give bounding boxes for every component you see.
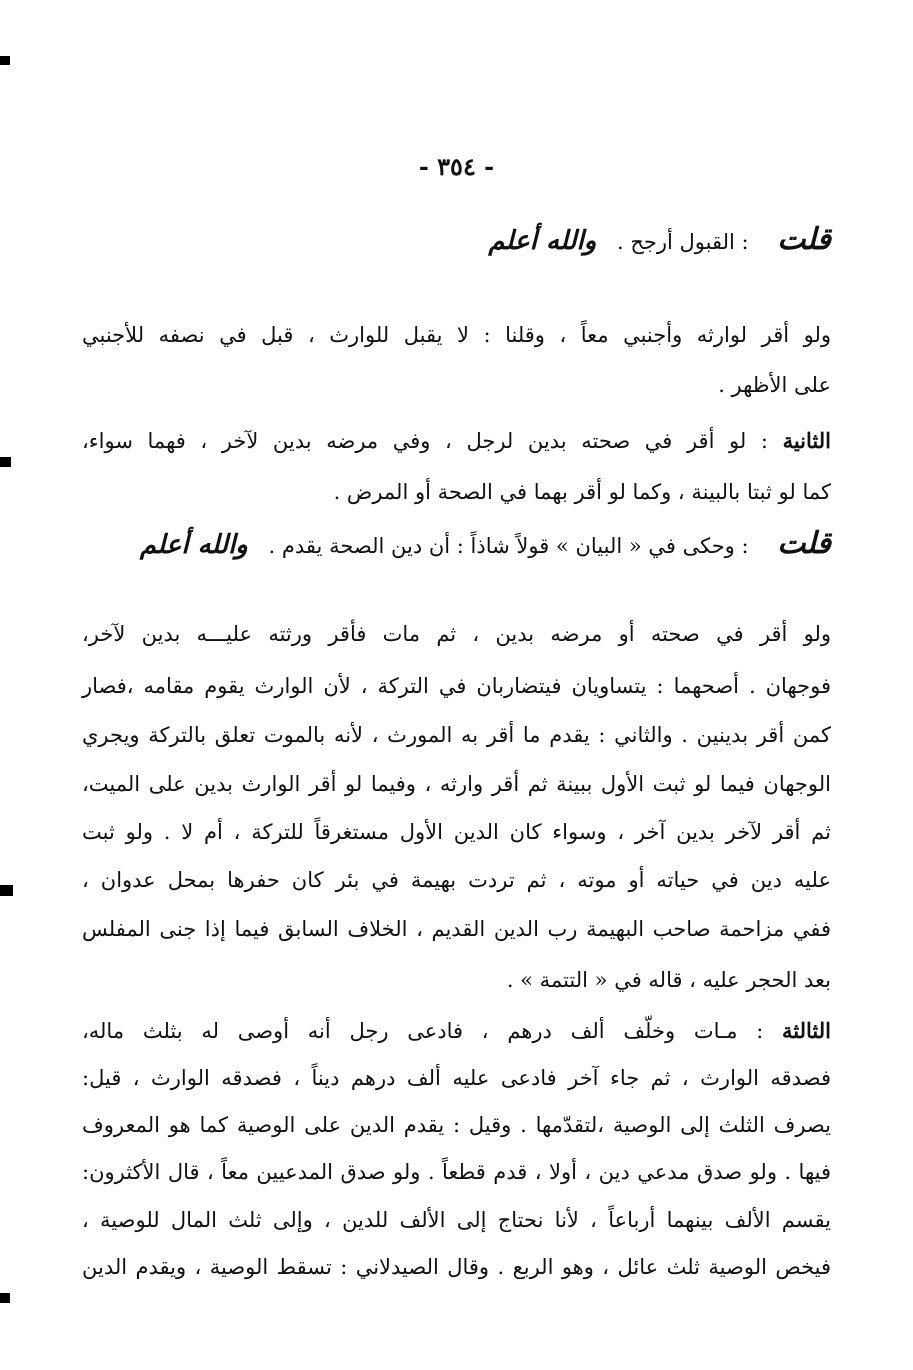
page-number: - ٣٥٤ - — [418, 152, 495, 181]
text-line: فيها . ولو صدق مدعي دين ، أولا ، قدم قطعاً . ولو صدق المدعيين معاً ، قال الأكثرون: — [82, 1160, 831, 1184]
text-line: كمن أقر بدينين . والثاني : يقدم ما أقر به المورث ، لأنه بالموت تعلق بالتركة ويجري — [82, 723, 831, 747]
closing-phrase: والله أعلم — [139, 530, 248, 560]
text-line: ثم أقر لآخر بدين آخر ، وسواء كان الدين الأول مستغرقاً للتركة ، أم لا . ولو ثبت — [82, 820, 831, 844]
text-line: فيخص الوصية ثلث عائل ، وهو الربع . وقال الصيدلاني : تسقط الوصية ، ويقدم الدين — [82, 1255, 831, 1279]
qult-text: : القبول أرجح . — [616, 230, 749, 254]
text-line: ولو أقر لوارثه وأجنبي معاً ، وقلنا : لا يقبل للوارث ، قبل في نصفه للأجنبي — [82, 323, 831, 347]
qult-line — [488, 222, 831, 258]
scan-edge-mark — [0, 885, 13, 896]
paragraph-text: : مـات وخلّف ألف درهم ، فادعى رجل أنه أوصى له بثلث ماله، — [82, 1019, 764, 1043]
qult-line — [140, 526, 831, 562]
scan-edge-mark — [0, 457, 11, 467]
section-keyword: الثالثة — [782, 1018, 831, 1043]
qult-text: : وحكى في « البيان » قولاً شاذاً : أن دين الصحة يقدم . — [268, 534, 749, 558]
text-line: فصدقه الوارث ، ثم جاء آخر فادعى عليه ألف درهم ديناً ، فصدقه الوارث ، قيل: — [82, 1066, 831, 1090]
qult-keyword: قلت — [777, 222, 831, 257]
text-line: يقسم الألف بينهما أرباعاً ، لأنا نحتاج إلى الألف للدين ، وإلى ثلث المال للوصية ، — [82, 1208, 831, 1232]
text-line: كما لو ثبتا بالبينة ، وكما لو أقر بهما في الصحة أو المرض . — [333, 480, 831, 504]
text-line: فوجهان . أصحهما : يتساويان فيتضاربان في التركة ، لأن الوارث يقوم مقامه ،فصار — [82, 674, 831, 698]
scan-edge-mark — [0, 1293, 10, 1303]
text-line: يصرف الثلث إلى الوصية ،لتقدّمها . وقيل : يقدم الدين على الوصية كما هو المعروف — [82, 1113, 831, 1137]
text-line: ففي مزاحمة صاحب البهيمة رب الدين القديم ، الخلاف السابق فيما إذا جنى المفلس — [82, 917, 831, 941]
paragraph-line — [82, 1018, 831, 1044]
section-keyword: الثانية — [782, 428, 831, 453]
paragraph-line — [82, 428, 831, 454]
closing-phrase: والله أعلم — [488, 226, 597, 256]
paragraph-text: : لو أقر في صحته بدين لرجل ، وفي مرضه بدين لآخر ، فهما سواء، — [82, 429, 768, 453]
text-line: ولو أقر في صحته أو مرضه بدين ، ثم مات فأقر ورثته عليـــه بدين لآخر، — [82, 622, 831, 646]
qult-keyword: قلت — [777, 526, 831, 561]
scan-edge-mark — [0, 56, 10, 65]
text-line: على الأظهر . — [718, 373, 831, 397]
text-line: عليه دين في حياته أو موته ، ثم تردت بهيمة في بئر كان حفرها بمحل عدوان ، — [82, 868, 831, 892]
text-line: الوجهان فيما لو ثبت الأول ببينة ثم أقر وارثه ، وفيما لو أقر الوارث بدين على الميت، — [82, 772, 831, 796]
text-line: بعد الحجر عليه ، قاله في « التتمة » . — [506, 968, 831, 992]
